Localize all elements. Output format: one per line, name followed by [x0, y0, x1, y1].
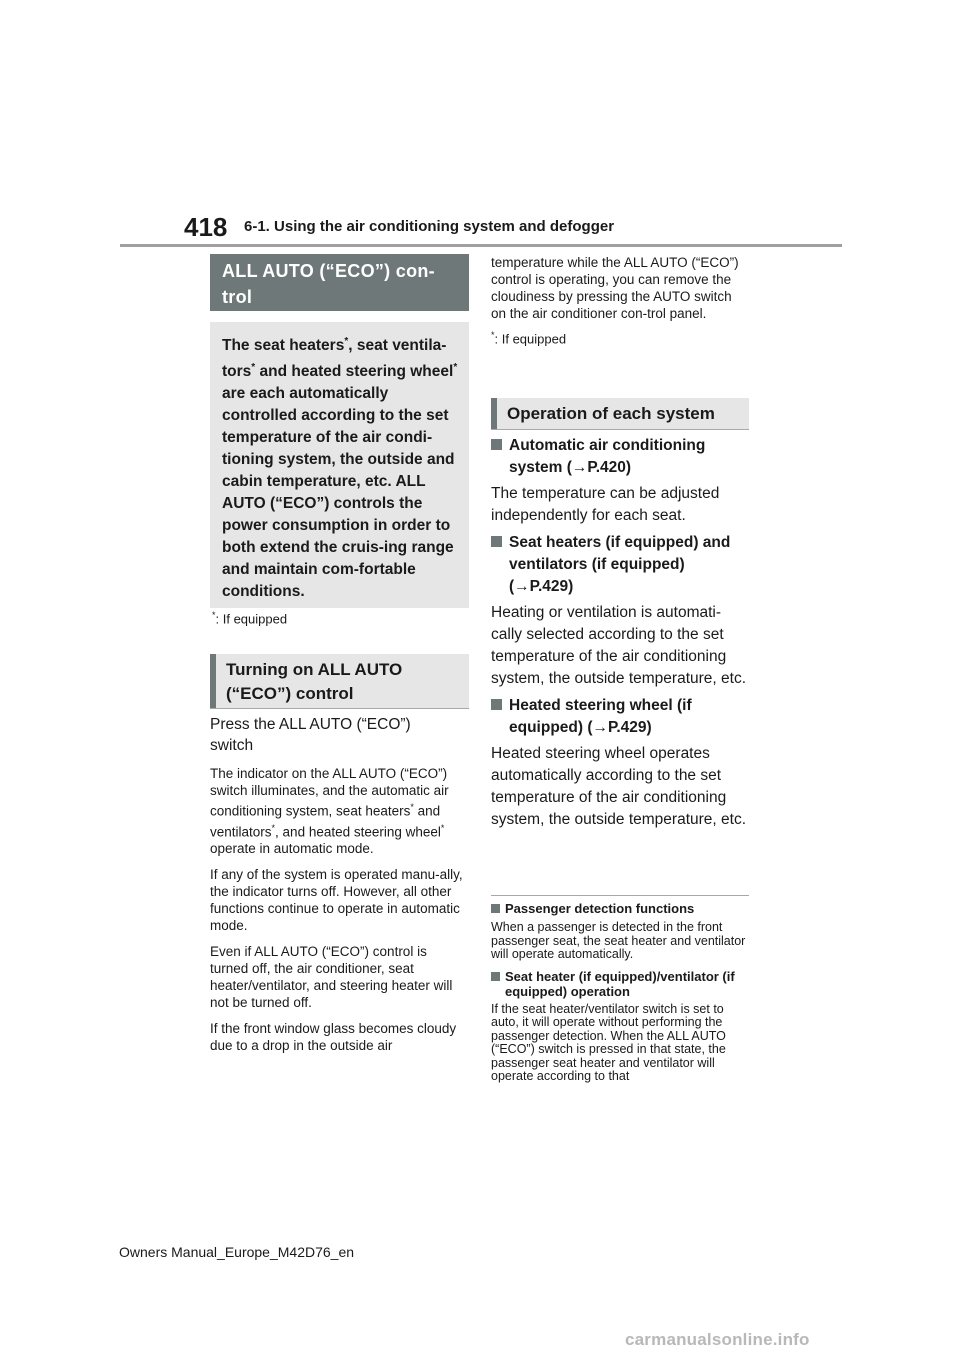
intro-part: and heated steering [255, 363, 406, 381]
para-part: , and heated steering wheel [275, 824, 441, 839]
footnote [212, 610, 287, 626]
paragraph: temperature while the ALL AUTO (“ECO”) control is operating, you can remove the cloudiness by pressing the AUTO switch on the air conditioner con-trol panel. [491, 255, 739, 321]
notes-divider [491, 895, 749, 896]
square-bullet-icon [491, 699, 502, 710]
header-divider [120, 244, 842, 247]
subheading-underline [491, 429, 749, 430]
footer-text: Owners Manual_Europe_M42D76_en [119, 1244, 355, 1260]
watermark: carmanualsonline.info [625, 1330, 810, 1349]
subheading-text: Operation of each system [507, 404, 715, 423]
square-bullet-icon [491, 904, 500, 913]
main-heading-text: ALL AUTO (“ECO”) con- trol [222, 261, 435, 307]
intro-part: wheel [410, 363, 454, 381]
footnote-mark: * [212, 610, 216, 620]
main-heading [210, 254, 469, 311]
note-title [491, 969, 749, 999]
footnote-mark: * [440, 822, 445, 833]
operation-list [491, 435, 749, 831]
intro-box [210, 322, 469, 608]
para-part: operate in automatic mode. [210, 841, 374, 856]
intro-part: , seat ventila- [348, 337, 447, 355]
item-title [491, 532, 749, 598]
note-body: If the seat heater/ventilator switch is set to auto, it will operate without performing the passenger detection. When the ALL AUTO (“ECO”) switch is pressed in that state, the passenger seat heater and ventilator will operate according to that [491, 1001, 726, 1083]
paragraph: If any of the system is operated manu-ally, the indicator turns off. However, all other functions continue to operate in automatic mode. [210, 867, 463, 933]
left-body [210, 714, 468, 1054]
intro-part: The seat heaters [222, 337, 345, 355]
footnote-mark: * [344, 336, 349, 347]
paragraph: If the front window glass becomes cloudy due to a drop in the outside air [210, 1021, 457, 1053]
right-continuation [491, 254, 749, 346]
item-title [491, 695, 749, 739]
subheading-operation [491, 398, 749, 429]
square-bullet-icon [491, 536, 502, 547]
footnote-text: : If equipped [494, 331, 567, 347]
intro-part: are each automatically controlled according to the set temperature of the air condi-tioning system, the outside and cabin temperature, etc. [222, 385, 455, 491]
item-body: Heated steering wheel operates automatically according to the set temperature of the air conditioning system, the outside temperature, etc. [491, 745, 747, 828]
intro-part: ALL AUTO (“ECO”) controls the power consumption in order to both extend the cruis-ing range and maintain com-fortable conditions. [222, 473, 454, 601]
footnote-mark: * [453, 362, 458, 374]
paragraph: Even if ALL AUTO (“ECO”) control is turned off, the air conditioner, seat heater/ventilator, and steering heater will not be turned off. [210, 944, 453, 1010]
footnote-mark: * [491, 330, 495, 340]
note-title [491, 901, 749, 916]
para-part: The indicator on the ALL AUTO (“ECO”) switch illuminates, and the automatic air conditioning system, seat heaters [210, 766, 449, 819]
item-title-text: Seat heaters (if equipped) and ventilators (if equipped) (→P.429) [509, 534, 731, 595]
step-text: Press the ALL AUTO (“ECO”) switch [210, 716, 411, 754]
footnote-mark: * [410, 802, 414, 812]
item-body: Heating or ventilation is automati-cally selected according to the set temperature of the air conditioning system, the outside temperature, etc. [491, 604, 747, 687]
item-title-text: Automatic air conditioning system (→P.420) [509, 437, 706, 476]
subheading-turning-on [210, 654, 469, 708]
item-body: The temperature can be adjusted independently for each seat. [491, 485, 720, 524]
footnote [491, 330, 749, 346]
subheading-text: Turning on ALL AUTO (“ECO”) control [226, 660, 403, 703]
note-title-text: Seat heater (if equipped)/ventilator (if equipped) operation [505, 968, 735, 999]
notes [491, 901, 749, 1084]
square-bullet-icon [491, 439, 502, 450]
intro-part: tors [222, 363, 252, 381]
item-title [491, 435, 749, 479]
intro-text [222, 331, 458, 603]
note-title-text: Passenger detection functions [505, 901, 695, 916]
note-body: When a passenger is detected in the front passenger seat, the seat heater and ventilator will operate automatically. [491, 920, 746, 961]
subheading-underline [210, 708, 469, 709]
section-title: 6-1. Using the air conditioning system and defogger [244, 218, 615, 235]
footnote-mark: * [251, 362, 256, 374]
item-title-text: Heated steering wheel (if equipped) (→P.429) [509, 697, 692, 736]
footnote-text: : If equipped [215, 611, 288, 627]
page-number: 418 [184, 212, 228, 242]
footnote-mark: * [271, 822, 276, 833]
square-bullet-icon [491, 972, 500, 981]
paragraph [210, 765, 468, 857]
para-part: and ventilators [210, 803, 441, 839]
